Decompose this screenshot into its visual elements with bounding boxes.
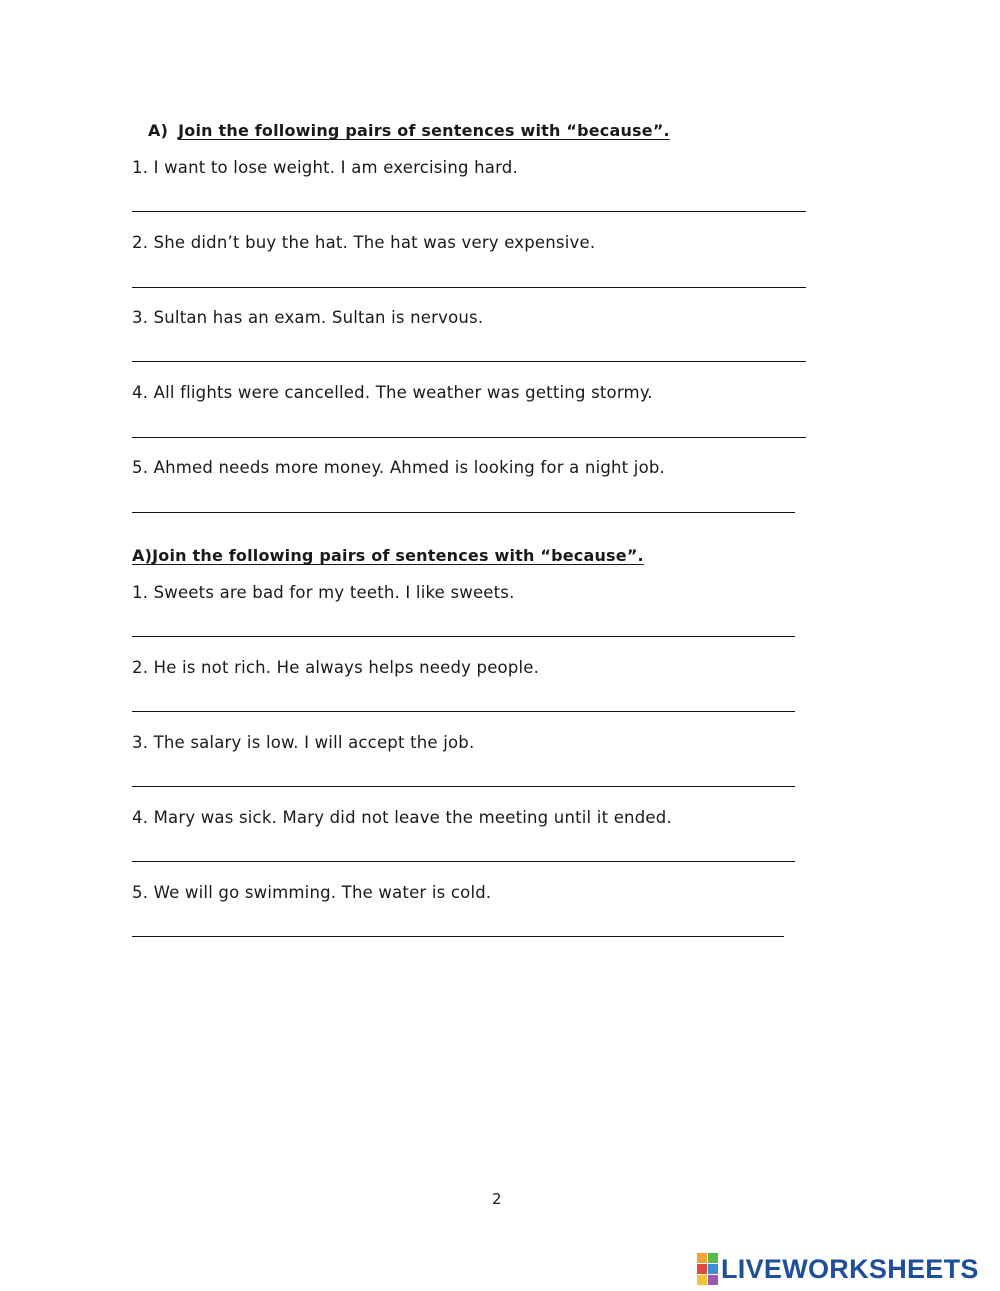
section2-item-4: 4. Mary was sick. Mary did not leave the meeting until it ended. [132, 808, 672, 827]
page-number: 2 [492, 1190, 502, 1208]
section1-item-1: 1. I want to lose weight. I am exercising hard. [132, 158, 518, 177]
logo-cube [697, 1264, 707, 1274]
logo-cube [708, 1264, 718, 1274]
section2-letter: A) [132, 546, 153, 565]
section2-item-2: 2. He is not rich. He always helps needy people. [132, 658, 540, 677]
section2-item-3: 3. The salary is low. I will accept the job. [132, 733, 475, 752]
logo-cube [697, 1253, 707, 1263]
section1-item-5: 5. Ahmed needs more money. Ahmed is looking for a night job. [132, 458, 665, 477]
section2-title: Join the following pairs of sentences with “because”. [152, 546, 644, 565]
logo-cube [708, 1275, 718, 1285]
answer-line-1-3[interactable] [132, 361, 806, 362]
answer-line-1-1[interactable] [132, 211, 806, 212]
logo-cube [697, 1275, 707, 1285]
logo-text: LIVEWORKSHEETS [721, 1253, 979, 1284]
answer-line-2-3[interactable] [132, 786, 795, 787]
answer-line-1-4[interactable] [132, 437, 806, 438]
answer-line-2-4[interactable] [132, 861, 795, 862]
answer-line-2-2[interactable] [132, 711, 795, 712]
answer-line-1-2[interactable] [132, 287, 806, 288]
answer-line-2-1[interactable] [132, 636, 795, 637]
answer-line-1-5[interactable] [132, 512, 795, 513]
section2-item-1: 1. Sweets are bad for my teeth. I like sweets. [132, 583, 515, 602]
section1-letter: A) [148, 121, 169, 140]
section1-heading [148, 121, 670, 140]
liveworksheets-logo[interactable] [697, 1254, 979, 1284]
section1-item-3: 3. Sultan has an exam. Sultan is nervous. [132, 308, 484, 327]
answer-line-2-5[interactable] [132, 936, 784, 937]
section1-item-4: 4. All flights were cancelled. The weather was getting stormy. [132, 383, 653, 402]
section2-heading [132, 546, 644, 565]
section1-title: Join the following pairs of sentences with “because”. [178, 121, 670, 140]
section2-item-5: 5. We will go swimming. The water is cold. [132, 883, 492, 902]
logo-cubes-icon [697, 1253, 718, 1285]
section1-item-2: 2. She didn’t buy the hat. The hat was very expensive. [132, 233, 596, 252]
logo-cube [708, 1253, 718, 1263]
